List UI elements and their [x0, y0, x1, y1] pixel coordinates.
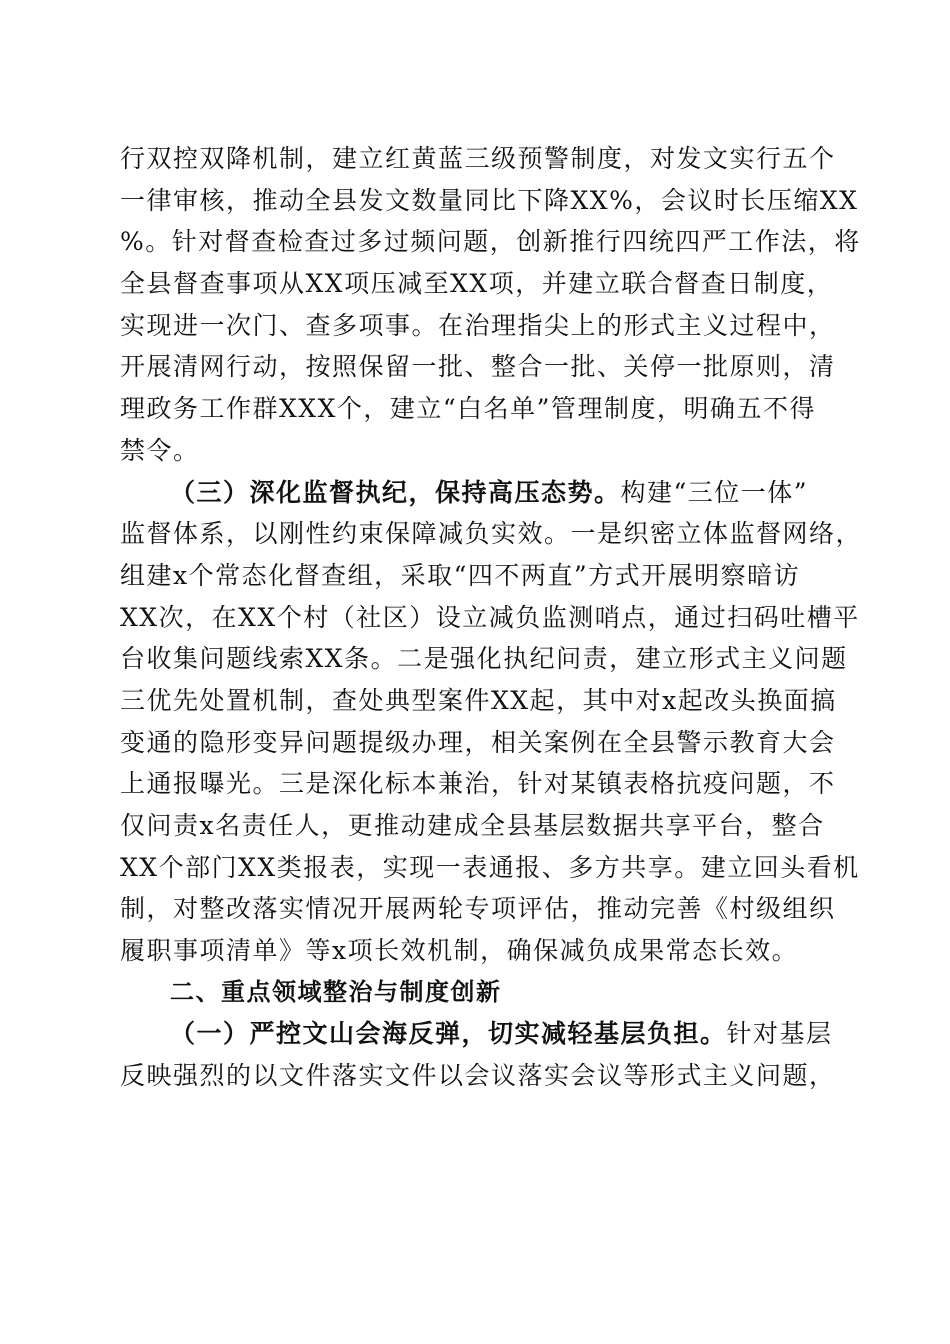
- text-line: XX次，在XX个村（社区）设立减负监测哨点，通过扫码吐槽平: [120, 602, 860, 632]
- text-line: 禁令。: [120, 435, 200, 465]
- text-line: 理政务工作群XXX个，建立“白名单”管理制度，明确五不得: [120, 394, 816, 424]
- section-3-lead-text: 构建“三位一体”: [620, 477, 809, 507]
- text-line: 全县督查事项从XX项压减至XX项，并建立联合督查日制度，: [120, 269, 834, 299]
- section-1-lead-text: 针对基层: [726, 1019, 833, 1049]
- text-line: 三优先处置机制，查处典型案件XX起，其中对x起改头换面搞: [120, 685, 837, 715]
- text-line: 监督体系，以刚性约束保障减负实效。一是织密立体监督网络，: [120, 519, 863, 549]
- text-line: 仅问责x名责任人，更推动建成全县基层数据共享平台，整合: [120, 811, 825, 840]
- text-line: 变通的隐形变异问题提级办理，相关案例在全县警示教育大会: [120, 727, 836, 757]
- text-line: 组建x个常态化督查组，采取“四不两直”方式开展明察暗访: [120, 560, 801, 590]
- text-line: 反映强烈的以文件落实文件以会议落实会议等形式主义问题，: [120, 1061, 836, 1091]
- text-line: 开展清网行动，按照保留一批、整合一批、关停一批原则，清: [120, 352, 836, 382]
- section-1-heading: （一）严控文山会海反弹，切实减轻基层负担。: [170, 1019, 727, 1049]
- text-line: 台收集问题线索XX条。二是强化执纪问责，建立形式主义问题: [120, 644, 848, 674]
- text-line: 上通报曝光。三是深化标本兼治，针对某镇表格抗疫问题，不: [120, 769, 836, 799]
- section-3-heading: （三）深化监督执纪，保持高压态势。: [170, 477, 621, 507]
- text-line: 一律审核，推动全县发文数量同比下降XX%，会议时长压缩XX: [120, 185, 859, 215]
- section-3-first-line: [120, 472, 830, 514]
- text-line: 履职事项清单》等x项长效机制，确保减负成果常态长效。: [120, 936, 799, 966]
- text-line: 制，对整改落实情况开展两轮专项评估，推动完善《村级组织: [120, 894, 836, 924]
- text-line: XX个部门XX类报表，实现一表通报、多方共享。建立回头看机: [120, 852, 860, 882]
- text-line: 实现进一次门、查多项事。在治理指尖上的形式主义过程中，: [120, 310, 836, 340]
- section-1-first-line: [120, 1013, 833, 1055]
- text-line: 行双控双降机制，建立红黄蓝三级预警制度，对发文实行五个: [120, 144, 836, 173]
- chapter-2-heading: 二、重点领域整治与制度创新: [170, 977, 502, 1006]
- document-body: [120, 138, 863, 1097]
- text-line: %。针对督查检查过多过频问题，创新推行四统四严工作法，将: [120, 227, 861, 257]
